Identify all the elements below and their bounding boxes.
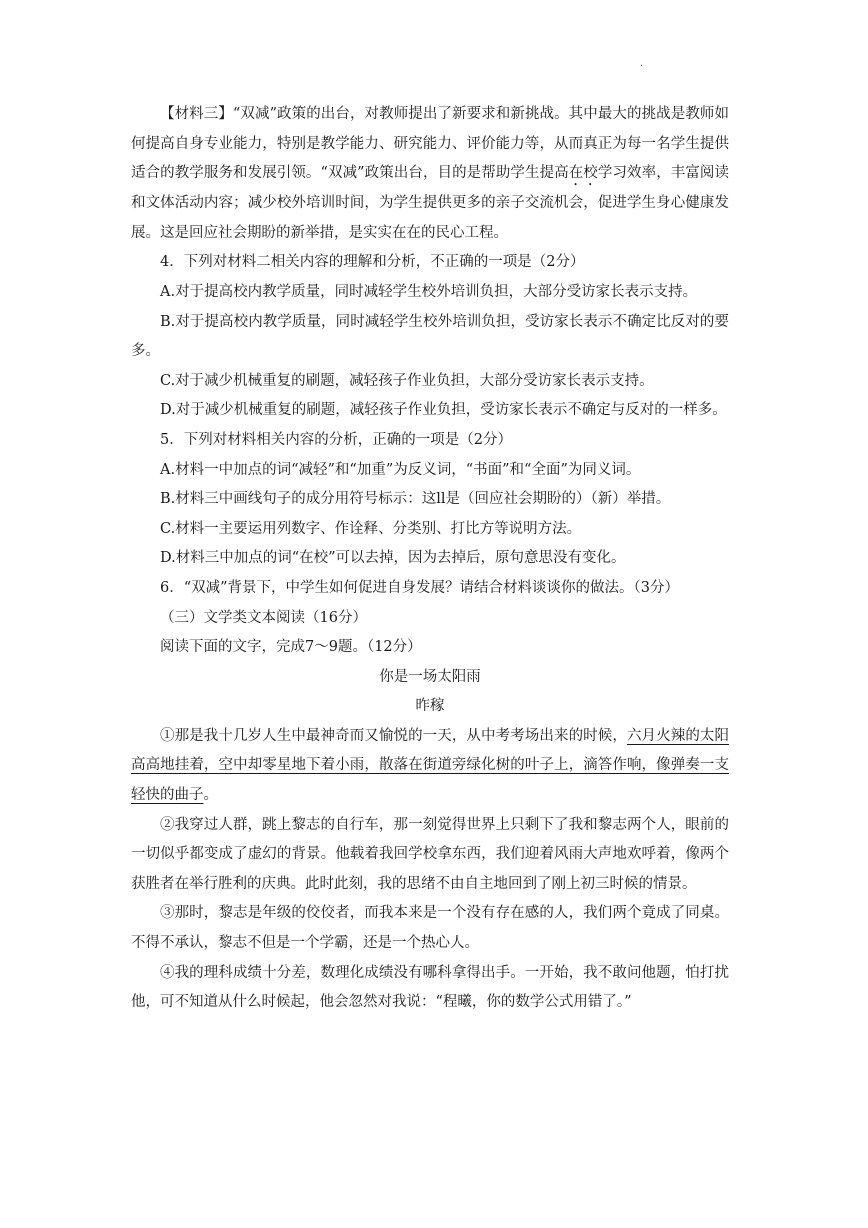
section3-instruction: 阅读下面的文字，完成7～9题。（12分） bbox=[160, 639, 422, 656]
p1-text-after: 。 bbox=[203, 787, 218, 804]
article-paragraph-2: ②我穿过人群，跳上黎志的自行车，那一刻觉得世界上只剩下了我和黎志两个人，眼前的一切似乎都变成了虚幻的背景。他载着我回学校拿东西，我们迎着风雨大声地欢呼着，像两个获胜者在举行胜利的庆典。此时此刻，我的思绪不由自主地回到了刚上初三时候的情景。 bbox=[131, 816, 729, 892]
underlined-sentence: 六月火辣的太阳高高地挂着，空中却零星地下着小雨，散落在街道旁绿化树的叶子上，滴答作响，像弹奏一支轻快的曲子 bbox=[131, 727, 730, 804]
emphasized-word-zaixiao: 在校 bbox=[568, 165, 598, 182]
article-paragraph-3: ③那时，黎志是年级的佼佼者，而我本来是一个没有存在感的人，我们两个竟成了同桌。不得不承认，黎志不但是一个学霸，还是一个热心人。 bbox=[131, 905, 729, 952]
q4-stem: 4．下列对材料二相关内容的理解和分析，不正确的一项是（2分） bbox=[160, 254, 585, 271]
q5-option-c: C.材料一主要运用列数字、作诠释、分类别、打比方等说明方法。 bbox=[160, 520, 582, 537]
material3-text-before: “双减”政策的出台，对教师提出了新要求和新挑战。其中最大的挑战是教师如何提高自身专业能力，特别是教学能力、研究能力、评价能力等，从而真正为每一名学生提供适合的教学服务和发展引领。“双减”政策出台，目的是帮助学生提高 bbox=[131, 106, 729, 182]
article-author: 昨稼 bbox=[415, 698, 445, 715]
q4-option-c: C.对于减少机械重复的刷题，减轻孩子作业负担，大部分受访家长表示支持。 bbox=[160, 372, 654, 389]
section3-heading: （三）文学类文本阅读（16分） bbox=[160, 609, 367, 626]
q5-stem: 5．下列对材料相关内容的分析，正确的一项是（2分） bbox=[160, 431, 512, 448]
q4-option-b: B.对于提高校内教学质量，同时减轻学生校外培训负担，受访家长表示不确定比反对的要多。 bbox=[131, 313, 729, 360]
q5-option-d: D.材料三中加点的词“在校”可以去掉，因为去掉后，原句意思没有变化。 bbox=[160, 550, 626, 567]
article-paragraph-4: ④我的理科成绩十分差，数理化成绩没有哪科拿得出手。一开始，我不敢问他题，怕打扰他，可不知道从什么时候起，他会忽然对我说：“程曦，你的数学公式用错了。” bbox=[131, 964, 729, 1011]
q4-option-a: A.对于提高校内教学质量，同时减轻学生校外培训负担，大部分受访家长表示支持。 bbox=[160, 283, 698, 300]
q5-option-b: B.材料三中画线句子的成分用符号标示：这ll是（回应社会期盼的）（新）举措。 bbox=[160, 491, 671, 508]
q5-option-a: A.材料一中加点的词“减轻”和“加重”为反义词，“书面”和“全面”为同义词。 bbox=[160, 461, 641, 478]
material3-label: 【材料三】 bbox=[160, 106, 233, 122]
q4-option-d: D.对于减少机械重复的刷题，减轻孩子作业负担，受访家长表示不确定与反对的一样多。 bbox=[160, 402, 727, 419]
material3-paragraph bbox=[131, 100, 729, 248]
article-title: 你是一场太阳雨 bbox=[379, 668, 481, 685]
q6-stem: 6．“双减”背景下，中学生如何促进自身发展？请结合材料谈谈你的做法。（3分） bbox=[160, 579, 680, 596]
material3-text-after: 学习效率，丰富阅读和文体活动内容；减少校外培训时间，为学生提供更多的亲子交流机会，促进学生身心健康发展。这是回应社会期盼的新举措，是实实在在的民心工程。 bbox=[131, 165, 730, 241]
p1-text-before: ①那是我十几岁人生中最神奇而又愉悦的一天，从中考考场出来的时候， bbox=[160, 727, 627, 744]
article-paragraph-1 bbox=[131, 722, 729, 811]
header-mark: . bbox=[640, 58, 644, 69]
page-content bbox=[131, 100, 729, 1018]
